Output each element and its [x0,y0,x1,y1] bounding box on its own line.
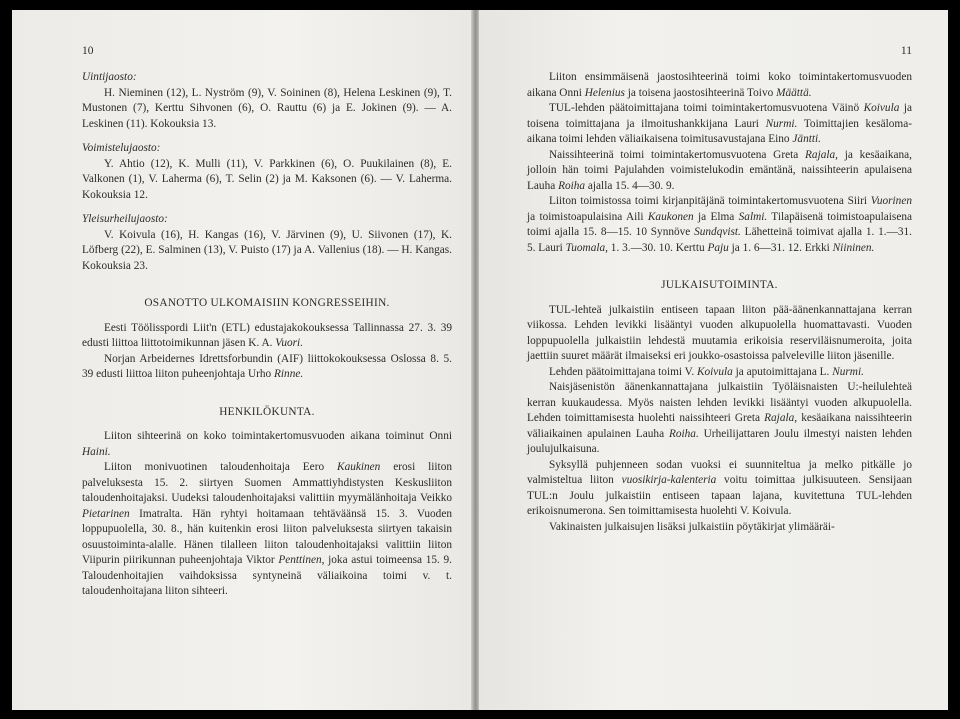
section-heading: Yleisurheilujaosto: [82,213,168,225]
section-heading: Voimistelujaosto: [82,142,161,154]
publishing-paragraph: Syksyllä puhjenneen sodan vuoksi ei suunniteltua ja melko pitkälle jo valmisteltua liiton vuosikirja-kalenteria voitu toimittaa julkisuuteen. Sensijaan TUL:n Joulu julkaistiin entiseen tapaan lajana, kuvitettuna TUL-lehden erikoisnumerona. Sen toimittamisesta huolehti V. Koivula. [527,458,912,517]
section-text: Y. Ahtio (12), K. Mulli (11), V. Parkkinen (6), O. Puukilainen (8), E. Valkonen (1), V. Laherma (6), T. Selin (2) ja M. Kaksonen (6). — V. Laherma. Kokouksia 12. [82,157,452,201]
staff-paragraph: Liiton ensimmäisenä jaostosihteerinä toimi koko toimintakertomusvuoden aikana Onni Helenius ja toisena jaostosihteerinä Toivo Määttä. [527,71,912,99]
personnel-paragraph: Liiton sihteerinä on koko toimintakertomusvuoden aikana toiminut Onni Haini. [82,430,452,458]
congress-paragraph: Norjan Arbeidernes Idrettsforbundin (AIF) liittokokouksessa Oslossa 8. 5. 39 edusti liittoa liiton puheenjohtaja Urho Rinne. [82,352,452,380]
left-page [12,10,472,710]
section-text: H. Nieminen (12), L. Nyström (9), V. Soininen (8), Helena Leskinen (9), T. Mustonen (7), Kerttu Sihvonen (6), O. Rauttu (6) ja E. Jokinen (9). — A. Leskinen (11). Kokouksia 13. [82,86,452,130]
congress-paragraph: Eesti Töölisspordi Liit'n (ETL) edustajakokouksessa Tallinnassa 27. 3. 39 edusti liittoa liittotoimikunnan jäsen K. A. Vuori. [82,321,452,349]
publishing-title: JULKAISUTOIMINTA. [661,279,778,291]
personnel-title: HENKILÖKUNTA. [219,405,315,418]
publishing-paragraph: Naisjäsenistön äänenkannattajana julkaistiin Työläisnaisten U:-heilulehteä kerran kuukaudessa. Myös naisten lehden levikki lisääntyi vuoden alkupuolella. Lehden toimittamisesta huolehti naissihteeri Greta Rajala, kesäaikana naissihteerin väliaikainen apulainen Lauha Roiha. Urheilijattaren Joulu ilmestyi naisten lehden joulujulkaisuna. [527,381,912,455]
congress-title: OSANOTTO ULKOMAISIIN KONGRESSEIHIN. [144,297,390,309]
publishing-paragraph: Vakinaisten julkaisujen lisäksi julkaistiin pöytäkirjat ylimääräi- [549,520,835,533]
page-number: 10 [82,45,94,57]
publishing-paragraph: TUL-lehteä julkaistiin entiseen tapaan liiton pää-äänenkannattajana kerran viikossa. Lehden levikki lisääntyi vuoden alkupuolella huomattavasti. Vuoden loppupuolella julkaistiin lehdestä muutamia erikoisia reserviläisnumeroita, joita jaettiin suuret määrät ilmaiseksi eri joukko-osastoissa palveleville liiton jäsenille. [527,303,912,362]
staff-paragraph: Liiton toimistossa toimi kirjanpitäjänä toimintakertomusvuotena Siiri Vuorinen ja toimistoapulaisina Aili Kaukonen ja Elma Salmi. Tilapäisenä toimistoapulaisena toimi ajalla 15. 8—15. 10 Synnöve Sundqvist. Lähetteinä toimivat ajalla 1. 1.—31. 5. Lauri Tuomala, 1. 3.—30. 10. Kerttu Paju ja 1. 6—31. 12. Erkki Niininen. [527,195,913,254]
section-text: V. Koivula (16), H. Kangas (16), V. Järvinen (9), U. Siivonen (17), K. Löfberg (22), E. Salminen (13), V. Puisto (17) ja A. Vallenius (18). — H. Kangas. Kokouksia 23. [82,228,452,272]
staff-paragraph: Naissihteerinä toimi toimintakertomusvuotena Greta Rajala, ja kesäaikana, jolloin hän toimi Pajulahden voimistelukodin emäntänä, naissihteerin apulaisena Lauha Roiha ajalla 15. 4—30. 9. [527,148,912,192]
personnel-paragraph: Liiton monivuotinen taloudenhoitaja Eero Kaukinen erosi liiton palveluksesta 15. 2. siirtyen Suomen Ammattiyhdistysten Keskusliiton taloudenhoitajaksi. Uudeksi taloudenhoitajaksi valittiin myymälänhoitaja Veikko Pietarinen Imatralta. Hän ryhtyi hoitamaan tehtäväänsä 15. 3. Vuoden loppupuolella, 30. 8., hän kuitenkin erosi liiton palveluksesta siirtyen takaisin osuustoiminta-alalle. Hänen tilalleen liiton taloudenhoitajaksi valittiin liiton Viipurin piirikunnan puheenjohtaja Viktor Penttinen, joka astui toimeensa 15. 9. Taloudenhoitajien vaihdoksissa syntyneinä väliaikoina toimi v. t. taloudenhoitajana liiton sihteeri. [82,461,452,597]
staff-paragraph: TUL-lehden päätoimittajana toimi toimintakertomusvuotena Väinö Koivula ja toisena toimittajana ja ilmoitushankkijana Lauri Nurmi. Toimittajien kesäloma-aikana toimi lehden väliaikaisena toimitusavustajana Eino Jäntti. [527,102,912,145]
publishing-paragraph: Lehden päätoimittajana toimi V. Koivula ja aputoimittajana L. Nurmi. [549,365,864,378]
right-page [479,10,948,710]
section-heading: Uintijaosto: [82,71,137,83]
page-number: 11 [900,45,912,57]
